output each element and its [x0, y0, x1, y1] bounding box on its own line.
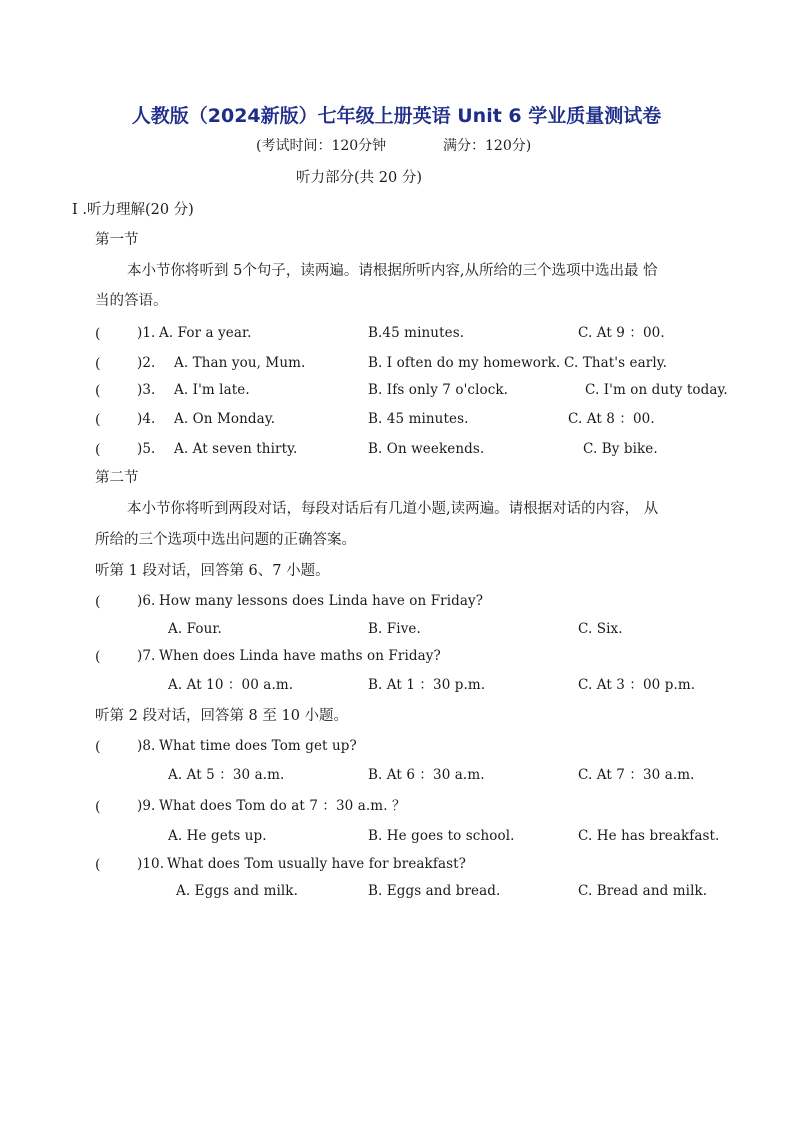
question-number: )3. — [137, 382, 156, 398]
option-b: B. Five. — [368, 621, 421, 637]
question-text: What time does Tom get up? — [159, 738, 357, 754]
option-a: A. For a year. — [159, 325, 252, 341]
option-a: A. At seven thirty. — [174, 441, 298, 457]
question-text: How many lessons does Linda have on Friday? — [159, 593, 484, 609]
answer-blank[interactable]: ( — [95, 356, 101, 372]
option-a: A. At 10 ：00 a.m. — [168, 677, 294, 693]
question-number: )7. — [137, 648, 156, 664]
question-number: )1. — [137, 325, 156, 341]
question-text: What does Tom usually have for breakfast? — [167, 856, 466, 872]
question-number: )5. — [137, 441, 156, 457]
option-a: A. I'm late. — [174, 382, 250, 398]
answer-blank[interactable]: ( — [95, 594, 101, 610]
question-number: )9. — [137, 798, 156, 814]
option-a: A. At 5 ：30 a.m. — [168, 767, 285, 783]
page-title: 人教版（2024新版）七年级上册英语 Unit 6 学业质量测试卷 — [131, 105, 662, 127]
option-c: C. I'm on duty today. — [585, 382, 728, 398]
question-number: )4. — [137, 411, 156, 427]
answer-blank[interactable]: ( — [95, 442, 101, 458]
exam-score: 满分：120分) — [443, 138, 532, 154]
option-c: C. At 9 ：00. — [578, 325, 665, 341]
option-b: B. Ifs only 7 o'clock. — [368, 382, 509, 398]
option-c: C. That's early. — [564, 355, 668, 371]
option-c: C. Bread and milk. — [578, 883, 708, 899]
jie1-instruction-line1: 本小节你将听到 5个句子，读两遍。请根据所听内容,从所给的三个选项中选出最 恰 — [127, 263, 658, 279]
jie2-title: 第二节 — [95, 470, 139, 486]
dialogue2-intro: 听第 2 段对话，回答第 8 至 10 小题。 — [95, 708, 349, 724]
option-a: A. On Monday. — [174, 411, 276, 427]
question-number: )8. — [137, 738, 156, 754]
option-c: C. He has breakfast. — [578, 828, 720, 844]
option-c: C. At 3 ：00 p.m. — [578, 677, 696, 693]
question-number: )2. — [137, 355, 156, 371]
option-b: B. On weekends. — [368, 441, 485, 457]
question-text: When does Linda have maths on Friday? — [159, 648, 441, 664]
jie2-instruction-line2: 所给的三个选项中选出问题的正确答案。 — [95, 532, 356, 548]
dialogue1-intro: 听第 1 段对话，回答第 6、7 小题。 — [95, 563, 330, 579]
option-a: A. Four. — [168, 621, 222, 637]
question-text: What does Tom do at 7 ：30 a.m. ？ — [159, 798, 406, 814]
answer-blank[interactable]: ( — [95, 857, 101, 873]
question-number: )6. — [137, 593, 156, 609]
option-b: B. I often do my homework. — [368, 355, 561, 371]
exam-time: (考试时间：120分钟 — [256, 138, 387, 154]
option-c: C. At 7 ：30 a.m. — [578, 767, 695, 783]
jie1-instruction-line2: 当的答语。 — [95, 293, 168, 309]
option-c: C. By bike. — [583, 441, 658, 457]
option-b: B. He goes to school. — [368, 828, 515, 844]
option-b: B. At 1 ：30 p.m. — [368, 677, 486, 693]
answer-blank[interactable]: ( — [95, 326, 101, 342]
answer-blank[interactable]: ( — [95, 739, 101, 755]
section-title: I .听力理解(20 分) — [72, 202, 194, 218]
answer-blank[interactable]: ( — [95, 799, 101, 815]
answer-blank[interactable]: ( — [95, 412, 101, 428]
part-title: 听力部分(共 20 分) — [296, 170, 422, 186]
option-b: B. 45 minutes. — [368, 411, 469, 427]
option-b: B. At 6 ：30 a.m. — [368, 767, 485, 783]
option-a: A. Eggs and milk. — [176, 883, 298, 899]
jie1-title: 第一节 — [95, 232, 139, 248]
jie2-instruction-line1: 本小节你将听到两段对话，每段对话后有几道小题,读两遍。请根据对话的内容， 从 — [127, 501, 659, 517]
option-b: B.45 minutes. — [368, 325, 465, 341]
option-c: C. At 8 ：00. — [568, 411, 655, 427]
question-number: )10. — [137, 856, 165, 872]
answer-blank[interactable]: ( — [95, 649, 101, 665]
option-b: B. Eggs and bread. — [368, 883, 501, 899]
option-c: C. Six. — [578, 621, 623, 637]
option-a: A. He gets up. — [168, 828, 267, 844]
option-a: A. Than you, Mum. — [174, 355, 306, 371]
answer-blank[interactable]: ( — [95, 383, 101, 399]
